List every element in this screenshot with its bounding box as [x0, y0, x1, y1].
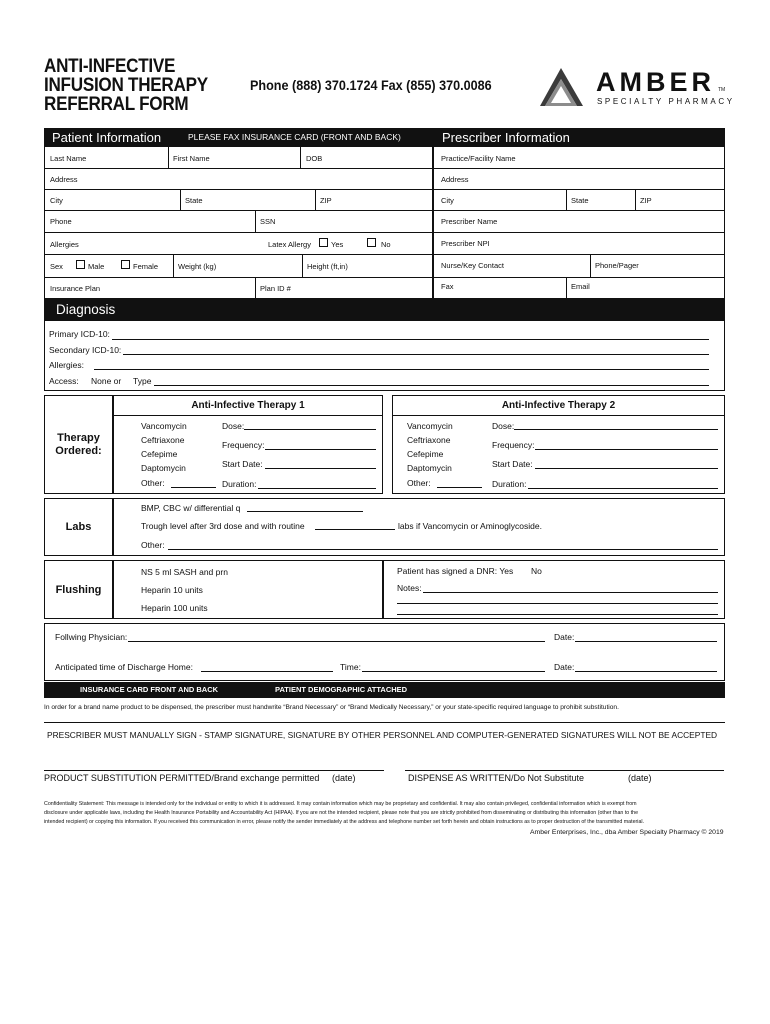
- diagnosis-heading: Diagnosis: [56, 302, 116, 317]
- info-header-bar: [44, 128, 725, 147]
- weight-field[interactable]: Weight (kg): [178, 262, 217, 271]
- therapy-1-heading: Anti-Infective Therapy 1: [191, 400, 305, 411]
- sex-male-label: Male: [88, 262, 105, 271]
- t1-duration-label: Duration:: [222, 479, 257, 489]
- substitution-label: PRODUCT SUBSTITUTION PERMITTED/Brand exchange permitted: [44, 773, 320, 783]
- confidentiality-line-2: disclosure under applicable laws, including the Health Insurance Portability and Accountability Act (HIPAA). If you are not the intended recipient, please note that you are strictly prohibited from disseminating or distributing this information (other than to the: [44, 810, 639, 816]
- therapy-label-line1: Therapy: [57, 432, 100, 444]
- latex-yes-label: Yes: [331, 240, 344, 249]
- prescriber-email-field[interactable]: Email: [571, 282, 590, 291]
- discharge-time-label: Anticipated time of Discharge Home:: [55, 662, 193, 672]
- sex-female-label: Female: [133, 262, 159, 271]
- t1-other-input[interactable]: [171, 487, 216, 488]
- t2-dose-input[interactable]: [514, 429, 718, 430]
- flush-heparin10-option[interactable]: Heparin 10 units: [141, 585, 203, 595]
- nurse-contact-field[interactable]: Nurse/Key Contact: [441, 261, 504, 270]
- t2-drug-cefepime[interactable]: Cefepime: [407, 449, 444, 459]
- notes-input-3[interactable]: [397, 614, 718, 615]
- bmp-label: BMP, CBC w/ differential q: [141, 503, 241, 513]
- daw-signature-line[interactable]: [405, 770, 724, 771]
- labs-other-input[interactable]: [168, 549, 718, 550]
- t2-duration-input[interactable]: [528, 488, 718, 489]
- patient-city-field[interactable]: City: [50, 196, 63, 205]
- access-none-or: None or: [91, 376, 122, 386]
- logo-wordmark: AMBER: [596, 67, 715, 97]
- prescriber-npi-field[interactable]: Prescriber NPI: [441, 239, 490, 248]
- secondary-icd-input[interactable]: [123, 354, 709, 355]
- sex-male-checkbox[interactable]: [76, 260, 85, 269]
- t1-drug-other: Other:: [141, 478, 165, 488]
- sex-female-checkbox[interactable]: [121, 260, 130, 269]
- notes-input-1[interactable]: [423, 592, 718, 593]
- therapy-label-box: [44, 395, 113, 494]
- logo-trademark: TM: [718, 87, 726, 93]
- t2-frequency-label: Frequency:: [492, 440, 535, 450]
- discharge-input[interactable]: [201, 671, 333, 672]
- title-line-1: ANTI-INFECTIVE: [44, 56, 176, 77]
- access-type-label: Type: [133, 376, 152, 386]
- first-name-field[interactable]: First Name: [173, 154, 210, 163]
- discharge-date-label: Date:: [554, 662, 575, 672]
- physician-discharge-box: [44, 623, 725, 681]
- fax-insurance-note: PLEASE FAX INSURANCE CARD (FRONT AND BACK): [188, 132, 401, 142]
- t1-drug-vancomycin[interactable]: Vancomycin: [141, 421, 187, 431]
- dob-field[interactable]: DOB: [306, 154, 323, 163]
- t1-dose-input[interactable]: [244, 429, 376, 430]
- secondary-icd-label: Secondary ICD-10:: [49, 345, 122, 355]
- t1-drug-cefepime[interactable]: Cefepime: [141, 449, 178, 459]
- flushing-label: Flushing: [55, 584, 102, 596]
- flushing-label-box: [44, 560, 113, 619]
- time-input[interactable]: [362, 671, 545, 672]
- prescriber-info-heading: Prescriber Information: [442, 130, 570, 145]
- sex-label: Sex: [50, 262, 63, 271]
- attachments-bar: [44, 682, 725, 698]
- logo-subtitle: SPECIALTY PHARMACY: [597, 97, 735, 106]
- demographic-attached: PATIENT DEMOGRAPHIC ATTACHED: [275, 685, 408, 694]
- signature-requirement-note: PRESCRIBER MUST MANUALLY SIGN - STAMP SIGNATURE, SIGNATURE BY OTHER PERSONNEL AND COMPUTER-GENERATED SIGNATURES WILL NOT BE ACCEPTED: [47, 730, 718, 740]
- latex-yes-checkbox[interactable]: [319, 238, 328, 247]
- t1-dose-label: Dose:: [222, 421, 245, 431]
- diagnosis-allergies-input[interactable]: [94, 369, 709, 370]
- diagnosis-header-bar: [44, 299, 725, 321]
- title-line-2: INFUSION THERAPY: [44, 75, 208, 96]
- latex-no-checkbox[interactable]: [367, 238, 376, 247]
- daw-date-label: (date): [628, 773, 652, 783]
- t1-duration-input[interactable]: [258, 488, 376, 489]
- latex-allergy-label: Latex Allergy: [268, 240, 311, 249]
- t1-frequency-input[interactable]: [265, 449, 376, 450]
- prescriber-fax-field[interactable]: Fax: [441, 282, 454, 291]
- notes-label: Notes:: [397, 583, 422, 593]
- amber-logo-icon: [540, 66, 590, 110]
- t2-other-input[interactable]: [437, 487, 482, 488]
- t2-frequency-input[interactable]: [535, 449, 718, 450]
- substitution-date-label: (date): [332, 773, 356, 783]
- dnr-no-option[interactable]: No: [531, 566, 542, 576]
- phone-pager-field[interactable]: Phone/Pager: [595, 261, 639, 270]
- time-label: Time:: [340, 662, 361, 672]
- copyright: Amber Enterprises, Inc., dba Amber Specialty Pharmacy © 2019: [530, 829, 724, 836]
- labs-other-label: Other:: [141, 540, 165, 550]
- notes-input-2[interactable]: [397, 603, 718, 604]
- insurance-plan-field[interactable]: Insurance Plan: [50, 284, 101, 293]
- confidentiality-line-3: intended recipient) or copying this information. If you received this communication in error, please notify the sender immediately at the address and telephone number set forth herein and obtain instructions as to proper destruction of the transmitted material.: [44, 819, 645, 825]
- patient-address-field[interactable]: Address: [50, 175, 78, 184]
- practice-name-field[interactable]: Practice/Facility Name: [441, 154, 516, 163]
- phone-fax: Phone (888) 370.1724 Fax (855) 370.0086: [250, 77, 492, 93]
- dnr-yes-option[interactable]: Patient has signed a DNR: Yes: [397, 566, 514, 576]
- insurance-card-attached: INSURANCE CARD FRONT AND BACK: [80, 685, 219, 694]
- t1-drug-ceftriaxone[interactable]: Ceftriaxone: [141, 435, 185, 445]
- diagnosis-allergies-label: Allergies:: [49, 360, 84, 370]
- access-type-input[interactable]: [154, 385, 709, 386]
- patient-state-field[interactable]: State: [185, 196, 203, 205]
- daw-label: DISPENSE AS WRITTEN/Do Not Substitute: [408, 773, 585, 783]
- prescriber-zip-field[interactable]: ZIP: [640, 196, 652, 205]
- flush-heparin100-option[interactable]: Heparin 100 units: [141, 603, 208, 613]
- confidentiality-statement: [44, 800, 734, 827]
- trough-input[interactable]: [315, 529, 395, 530]
- physician-date-label: Date:: [554, 632, 575, 642]
- discharge-date-input[interactable]: [575, 671, 717, 672]
- height-field[interactable]: Height (ft,in): [307, 262, 348, 271]
- title-line-3: REFERRAL FORM: [44, 94, 189, 115]
- prescriber-address-field[interactable]: Address: [441, 175, 469, 184]
- bmp-frequency-input[interactable]: [247, 511, 363, 512]
- primary-icd-label: Primary ICD-10:: [49, 329, 110, 339]
- prescriber-state-field[interactable]: State: [571, 196, 589, 205]
- t2-drug-daptomycin[interactable]: Daptomycin: [407, 463, 452, 473]
- patient-zip-field[interactable]: ZIP: [320, 196, 332, 205]
- confidentiality-line-1: Confidentiality Statement: This message is intended only for the individual or entity to which it is addressed. It may contain information which may be proprietary and confidential. It may also contain privileged, confidential information which is exempt from: [44, 801, 637, 807]
- t2-start-date-label: Start Date:: [492, 459, 533, 469]
- following-physician-input[interactable]: [128, 641, 545, 642]
- t1-drug-daptomycin[interactable]: Daptomycin: [141, 463, 186, 473]
- access-label: Access:: [49, 376, 79, 386]
- physician-date-input[interactable]: [575, 641, 717, 642]
- prescriber-city-field[interactable]: City: [441, 196, 454, 205]
- t2-drug-other: Other:: [407, 478, 431, 488]
- t2-start-date-input[interactable]: [535, 468, 718, 469]
- prescriber-name-field[interactable]: Prescriber Name: [441, 217, 498, 226]
- following-physician-label: Follwing Physician:: [55, 632, 128, 642]
- latex-no-label: No: [381, 240, 391, 249]
- brand-necessary-note: In order for a brand name product to be dispensed, the prescriber must handwrite “Brand Necessary” or “Brand Medically Necessary,” or your state-specific required language to prohibit substitution.: [44, 704, 619, 711]
- t1-start-date-input[interactable]: [265, 468, 376, 469]
- substitution-signature-line[interactable]: [44, 770, 384, 771]
- last-name-field[interactable]: Last Name: [50, 154, 87, 163]
- patient-info-heading: Patient Information: [52, 130, 162, 145]
- therapy-2-heading: Anti-Infective Therapy 2: [501, 400, 616, 411]
- trough-end-label: labs if Vancomycin or Aminoglycoside.: [398, 521, 542, 531]
- t2-drug-vancomycin[interactable]: Vancomycin: [407, 421, 453, 431]
- allergies-field[interactable]: Allergies: [50, 240, 79, 249]
- flush-ns-option[interactable]: NS 5 ml SASH and prn: [141, 567, 228, 577]
- primary-icd-input[interactable]: [112, 339, 709, 340]
- t2-dose-label: Dose:: [492, 421, 515, 431]
- labs-label: Labs: [65, 521, 92, 533]
- t2-drug-ceftriaxone[interactable]: Ceftriaxone: [407, 435, 451, 445]
- patient-phone-field[interactable]: Phone: [50, 217, 72, 226]
- therapy-label-line2: Ordered:: [55, 445, 102, 457]
- ssn-field[interactable]: SSN: [260, 217, 276, 226]
- form-title: [44, 57, 208, 114]
- t2-duration-label: Duration:: [492, 479, 527, 489]
- plan-id-field[interactable]: Plan ID #: [260, 284, 291, 293]
- trough-label: Trough level after 3rd dose and with routine: [141, 521, 305, 531]
- labs-label-box: [44, 498, 113, 556]
- t1-start-date-label: Start Date:: [222, 459, 263, 469]
- t1-frequency-label: Frequency:: [222, 440, 265, 450]
